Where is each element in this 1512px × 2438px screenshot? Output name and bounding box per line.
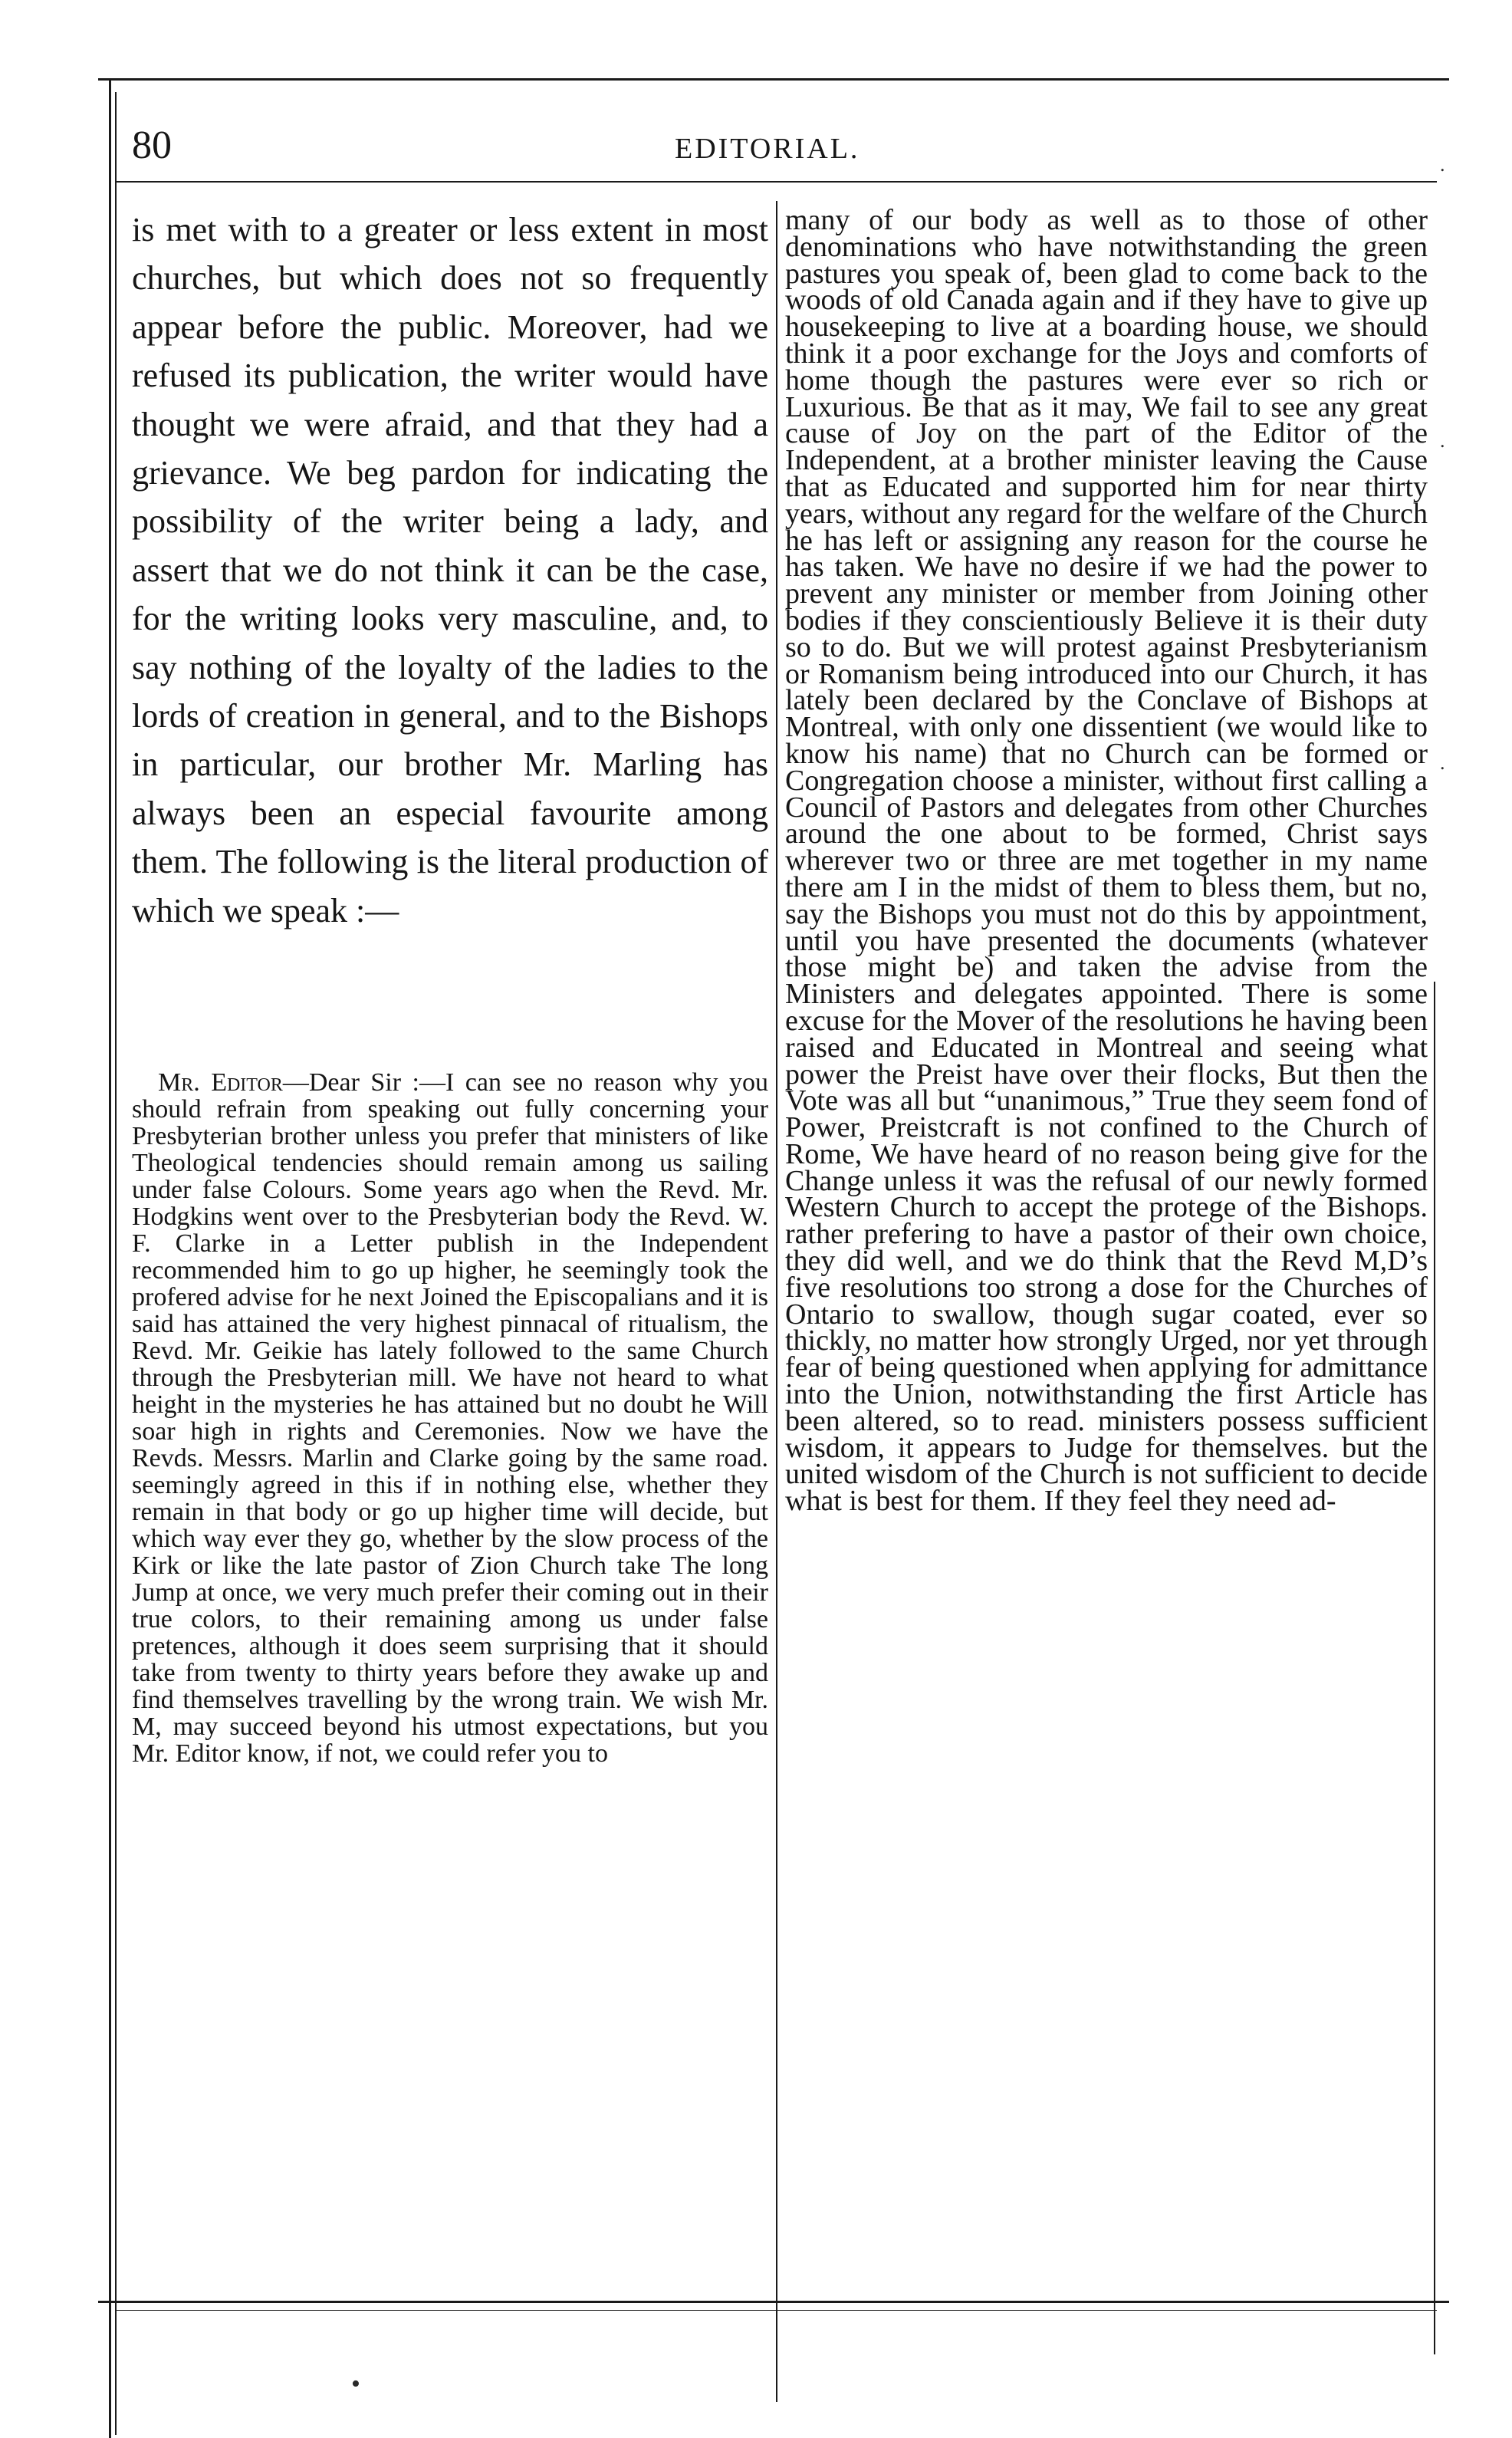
column-divider bbox=[776, 201, 777, 2402]
running-title: EDITORIAL. bbox=[675, 133, 860, 165]
right-column bbox=[785, 204, 1428, 1518]
page-number: 80 bbox=[132, 123, 172, 167]
intro-paragraph: is met with to a greater or less extent in most churches, but which does not so frequently appear before the public. Moreover, had we refused its publication, the writer would have thought we were afraid, and that they had a grievance. We beg pardon for indicating the possibility of the writer being a lady, and assert that we do not think it can be the case, for the writing looks very masculine, and, to say nothing of the loyalty of the ladies to the lords of creation in general, and to the Bishops in particular, our brother Mr. Marling has always been an especial favourite among them. The following is the literal production of which we speak :— bbox=[132, 211, 768, 929]
edge-dot: . bbox=[1440, 429, 1445, 452]
letter-body: —Dear Sir :—I can see no reason why you should refrain from speaking out fully concerning your Presbyterian brother unless you prefer that ministers of like Theological tendencies should remain among us sailing under false Colours. Some years ago when the Revd. Mr. Hodgkins went over to the Presbyterian body the Revd. W. F. Clarke in a Letter publish in the Independent recommended him to go up higher, he seemingly took the profered advise for he next Joined the Episcopalians and it is said has attained the very highest pinnacal of ritualism, the Revd. Mr. Geikie has lately followed to the same Church through the Presbyterian mill. We have not heard to what height in the mysteries he has attained but no doubt he Will soar high in rights and Ceremonies. Now we have the Revds. Messrs. Marlin and Clarke going by the same road. seemingly agreed in this if in nothing else, whether they remain in that body or go up higher time will decide, but which way ever they go, whether by the slow process of the Kirk or like the late pastor of Zion Church take The long Jump at once, we very much prefer their coming out in their true colors, to their remaining among us under false pretences, although it does seem surprising that it should take from twenty to thirty years before they awake up and find themselves travelling by the wrong train. We wish Mr. M, may succeed beyond his utmost expectations, but you Mr. Editor know, if not, we could refer you to bbox=[132, 1068, 768, 1768]
left-column-letter bbox=[132, 1069, 768, 1767]
top-rule bbox=[98, 78, 1449, 81]
letter-paragraph bbox=[132, 1069, 768, 1767]
header-rule bbox=[115, 181, 1437, 183]
bottom-dot: • bbox=[351, 2370, 360, 2398]
bottom-rule bbox=[98, 2301, 1449, 2303]
edge-dot: . bbox=[1440, 153, 1445, 176]
bottom-rule-thin bbox=[115, 2310, 1437, 2311]
letter-salutation: Mr. Editor bbox=[158, 1068, 283, 1097]
right-column-text: many of our body as well as to those of other denominations who have notwithstanding the green pastures you speak of, been glad to come back to the woods of old Canada again and if they have to give up housekeeping to live at a boarding house, we should think it a poor exchange for the Joys and comforts of home though the pastures were ever so rich or Luxurious. Be that as it may, We fail to see any great cause of Joy on the part of the Editor of the Independent, at a brother minister leaving the Cause that as Educated and supported him for near thirty years, without any regard for the welfare of the Church he has left or assigning any reason for the course he has taken. We have no desire if we had the power to prevent any minister or member from Joining other bodies if they conscientiously Believe it is their duty so to do. But we will protest against Presbyterianism or Romanism being introduced into our Church, it has lately been declared by the Conclave of Bishops at Montreal, with only one dissentient (we would like to know his name) that no Church can be formed or Congregation choose a minister, without first calling a Council of Pastors and delegates from other Churches around the one about to be formed, Christ says wherever two or three are met together in my name there am I in the midst of them to bless them, but no, say the Bishops you must not do this by appointment, until you have presented the documents (whatever those might be) and taken the advise from the Ministers and delegates appointed. There is some excuse for the Mover of the resolutions he having been raised and Educated in Montreal and seeing what power the Preist have over their flocks, But then the Vote was all but “unanimous,” True they seem fond of Power, Preistcraft is not confined to the Church of Rome, We have heard of no reason being give for the Change unless it was the refusal of our newly formed Western Church to accept the protege of the Bishops. rather prefering to have a pastor of their own choice, they did well, and we do think that the Revd M,D’s five resolutions too strong a dose for the Churches of Ontario to swallow, though sugar coated, ever so thickly, no matter how strongly Urged, nor yet through fear of being questioned when applying for admittance into the Union, notwithstanding the first Article has been altered, so to read. ministers possess sufficient wisdom, it appears to Judge for themselves. but the united wisdom of the Church is not sufficient to decide what is best for them. If they feel they need ad- bbox=[785, 204, 1428, 1518]
right-margin-rule bbox=[1434, 982, 1435, 2354]
left-margin-rule-inner bbox=[115, 92, 117, 2435]
left-column-intro bbox=[132, 206, 768, 935]
edge-dot: . bbox=[1440, 752, 1445, 774]
left-margin-rule bbox=[109, 80, 111, 2438]
